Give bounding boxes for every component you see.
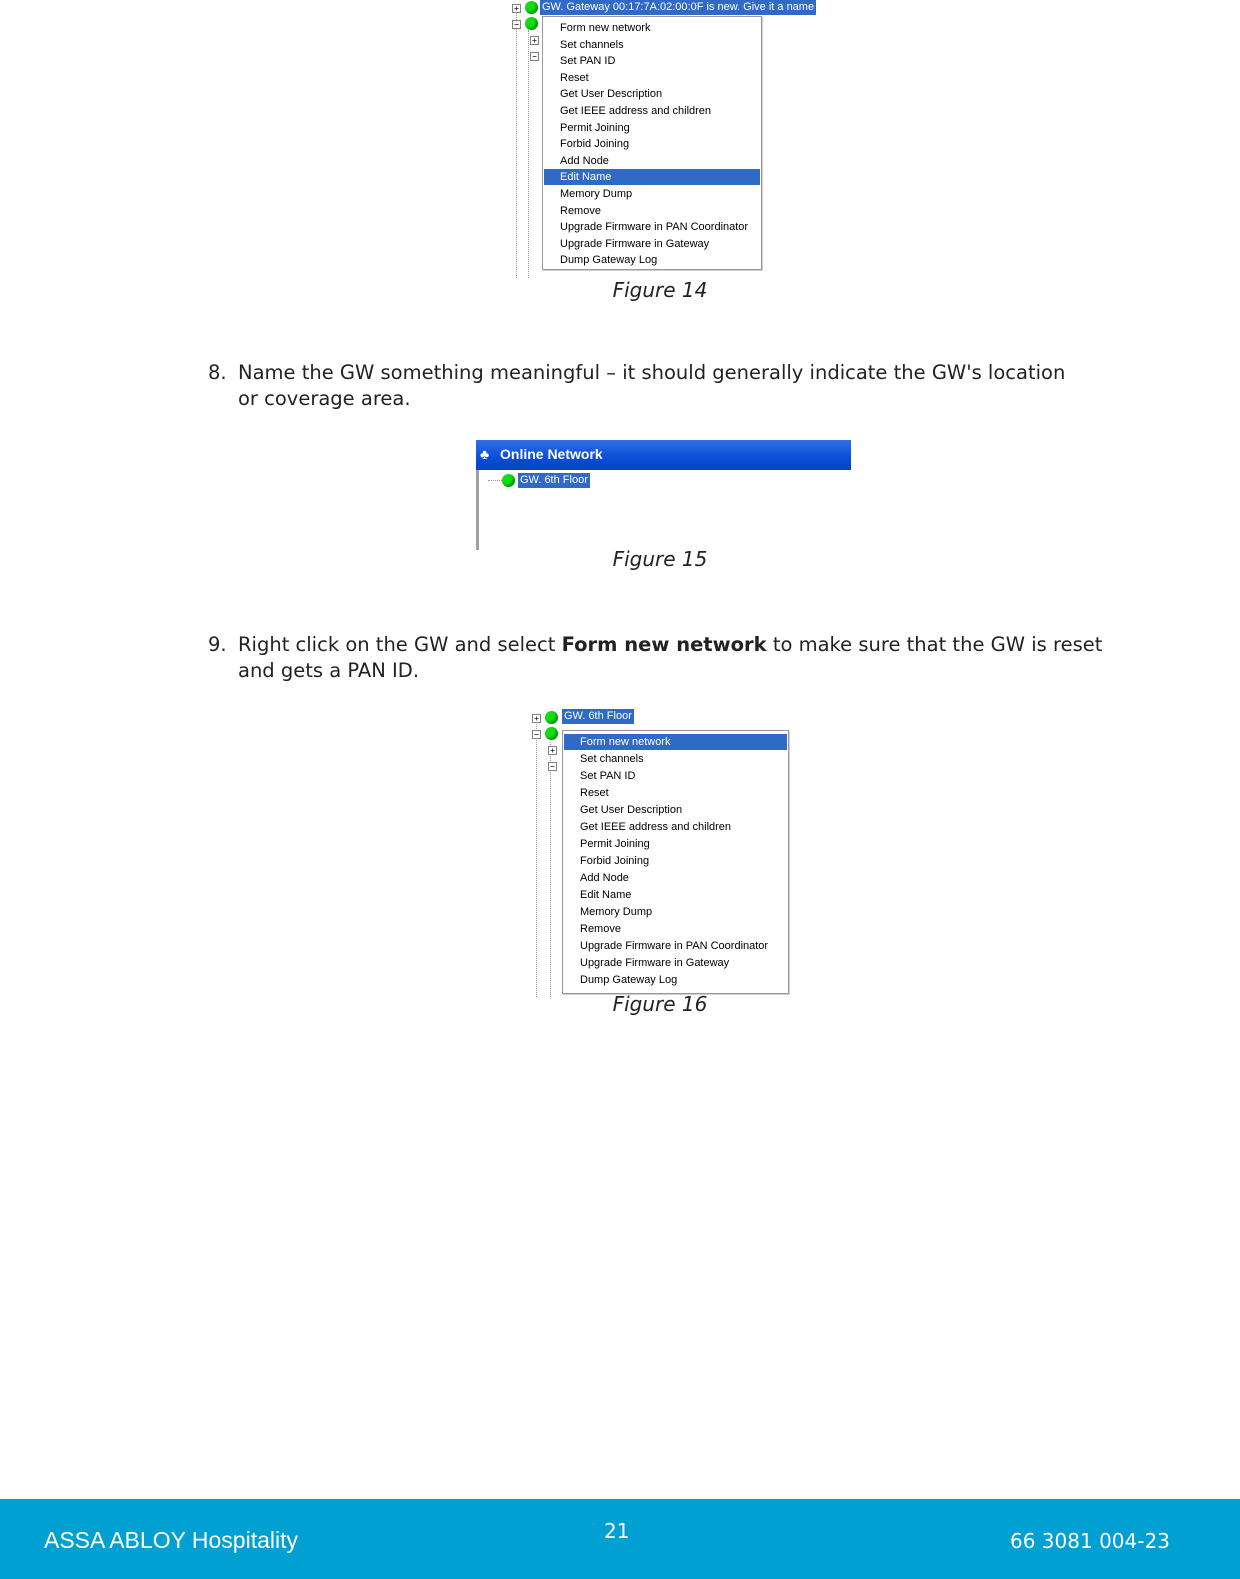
network-icon: ♣ bbox=[480, 446, 490, 462]
gateway-node-label[interactable]: GW. 6th Floor bbox=[520, 474, 588, 486]
context-menu bbox=[562, 730, 789, 994]
menu-item-upgrade-firmware-in-gateway[interactable]: Upgrade Firmware in Gateway bbox=[560, 237, 710, 250]
menu-item-set-pan-id[interactable]: Set PAN ID bbox=[580, 770, 636, 782]
figure-15-caption: Figure 15 bbox=[612, 547, 708, 571]
figure-15 bbox=[476, 440, 851, 550]
menu-item-dump-gateway-log[interactable]: Dump Gateway Log bbox=[560, 254, 658, 267]
menu-item-reset[interactable]: Reset bbox=[580, 787, 609, 799]
tree-guide-line bbox=[516, 10, 517, 278]
node-status-icon bbox=[502, 474, 515, 487]
window-title-bar bbox=[476, 440, 851, 470]
step-8-number: 8. bbox=[208, 361, 227, 384]
menu-item-forbid-joining[interactable]: Forbid Joining bbox=[560, 138, 630, 151]
step-9-text-bold: Form new network bbox=[561, 633, 767, 656]
collapse-icon[interactable]: − bbox=[512, 20, 521, 29]
gateway-node-label[interactable]: GW. 6th Floor bbox=[564, 710, 632, 722]
menu-item-reset[interactable]: Reset bbox=[560, 71, 589, 84]
menu-item-dump-gateway-log[interactable]: Dump Gateway Log bbox=[580, 974, 678, 986]
window-title: Online Network bbox=[500, 446, 603, 462]
menu-item-set-channels[interactable]: Set channels bbox=[560, 38, 624, 51]
menu-item-remove[interactable]: Remove bbox=[560, 204, 601, 217]
figure-14-caption: Figure 14 bbox=[612, 278, 708, 302]
context-menu bbox=[542, 16, 762, 270]
step-8-text: Name the GW something meaningful – it should generally indicate the GW's location or coverage area. bbox=[238, 361, 1066, 410]
menu-item-get-ieee-address-and-children[interactable]: Get IEEE address and children bbox=[580, 821, 732, 833]
menu-item-upgrade-firmware-in-pan-coordinator[interactable]: Upgrade Firmware in PAN Coordinator bbox=[580, 940, 769, 952]
expand-icon[interactable]: + bbox=[532, 714, 541, 723]
figure-16 bbox=[530, 712, 800, 997]
step-9-text-before: Right click on the GW and select bbox=[238, 633, 562, 656]
step-9-text-after: to make sure that the GW is reset and gets a PAN ID. bbox=[238, 633, 1103, 682]
expand-icon[interactable]: + bbox=[512, 4, 521, 13]
menu-item-permit-joining[interactable]: Permit Joining bbox=[560, 121, 630, 134]
menu-item-form-new-network[interactable]: Form new network bbox=[560, 22, 651, 34]
menu-item-upgrade-firmware-in-gateway[interactable]: Upgrade Firmware in Gateway bbox=[580, 957, 730, 969]
window-left-border bbox=[476, 470, 479, 550]
page-number: 21 bbox=[604, 1519, 630, 1543]
node-status-icon bbox=[545, 727, 558, 740]
figure-14 bbox=[510, 0, 815, 280]
menu-item-forbid-joining[interactable]: Forbid Joining bbox=[580, 855, 650, 867]
menu-item-edit-name[interactable]: Edit Name bbox=[544, 169, 760, 185]
tree-guide-line bbox=[536, 724, 537, 997]
figure-16-caption: Figure 16 bbox=[612, 992, 708, 1016]
page-footer bbox=[0, 1499, 1240, 1579]
menu-item-add-node[interactable]: Add Node bbox=[580, 872, 629, 884]
collapse-icon[interactable]: − bbox=[532, 730, 541, 739]
menu-item-edit-name[interactable]: Edit Name bbox=[580, 889, 632, 901]
menu-item-memory-dump[interactable]: Memory Dump bbox=[560, 188, 633, 200]
tree-guide-line bbox=[528, 30, 529, 278]
step-9-text bbox=[238, 632, 1128, 684]
menu-item-upgrade-firmware-in-pan-coordinator[interactable]: Upgrade Firmware in PAN Coordinator bbox=[560, 221, 749, 234]
menu-item-memory-dump[interactable]: Memory Dump bbox=[580, 906, 653, 918]
menu-item-get-user-description[interactable]: Get User Description bbox=[580, 804, 683, 816]
expand-icon[interactable]: + bbox=[530, 36, 539, 45]
gateway-node-label[interactable]: GW. Gateway 00:17:7A:02:00:0F is new. Give it a name bbox=[542, 1, 815, 13]
collapse-icon[interactable]: − bbox=[548, 762, 557, 771]
node-status-icon bbox=[525, 1, 538, 14]
menu-item-permit-joining[interactable]: Permit Joining bbox=[580, 838, 650, 850]
menu-item-remove[interactable]: Remove bbox=[580, 923, 621, 935]
menu-item-get-ieee-address-and-children[interactable]: Get IEEE address and children bbox=[560, 105, 712, 117]
menu-item-set-pan-id[interactable]: Set PAN ID bbox=[560, 55, 616, 68]
tree-guide-line bbox=[550, 742, 551, 997]
tree-guide-line bbox=[488, 480, 502, 481]
expand-icon[interactable]: + bbox=[548, 746, 557, 755]
collapse-icon[interactable]: − bbox=[530, 52, 539, 61]
menu-item-add-node[interactable]: Add Node bbox=[560, 154, 609, 167]
menu-item-get-user-description[interactable]: Get User Description bbox=[560, 88, 663, 101]
menu-item-set-channels[interactable]: Set channels bbox=[580, 753, 644, 765]
document-number: 66 3081 004-23 bbox=[1010, 1529, 1170, 1553]
node-status-icon bbox=[525, 17, 538, 30]
node-status-icon bbox=[545, 711, 558, 724]
step-9-number: 9. bbox=[208, 633, 227, 656]
company-name: ASSA ABLOY Hospitality bbox=[44, 1527, 298, 1553]
menu-item-form-new-network[interactable]: Form new network bbox=[564, 734, 787, 750]
